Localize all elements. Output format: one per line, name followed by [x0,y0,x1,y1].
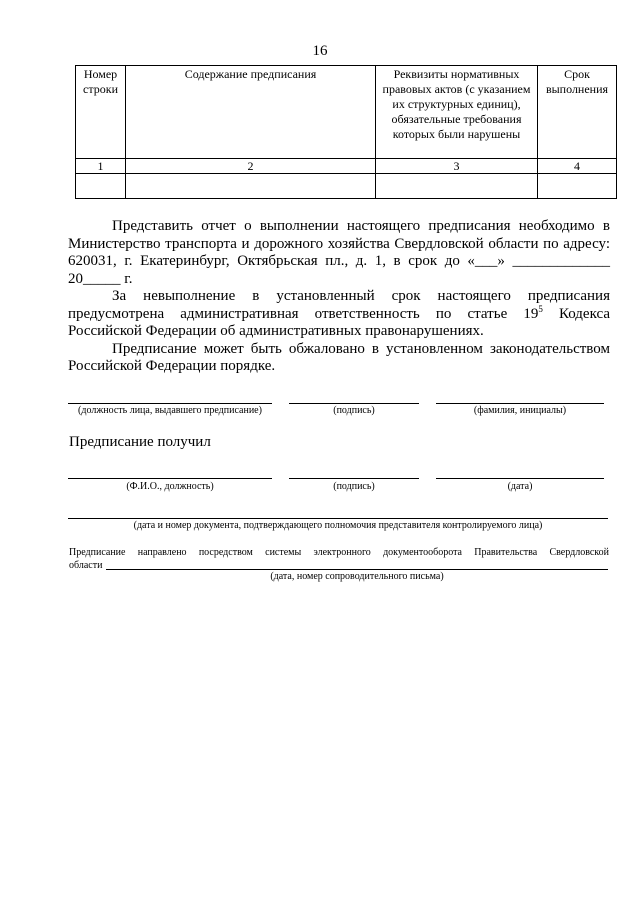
authority-caption: (дата и номер документа, подтверждающего полномочия представителя контролируемого лица) [133,520,543,531]
header-content: Содержание предписания [126,66,376,159]
column-number: 1 [76,159,126,174]
date-line[interactable] [436,478,604,479]
received-title: Предписание получил [69,434,211,450]
fio-line[interactable] [68,478,272,479]
article-superscript: 5 [538,303,543,314]
fio-caption: (Ф.И.О., должность) [126,481,214,492]
date-caption: (дата) [507,481,533,492]
position-line[interactable] [68,403,272,404]
name-caption: (фамилия, инициалы) [473,405,567,416]
sent-text-region: области [69,560,103,571]
receiver-signature-line[interactable] [289,478,419,479]
appeal-paragraph: Предписание может быть обжаловано в установленном законодательством Российской Федерации порядке. [68,340,610,374]
table-cell[interactable] [76,174,126,199]
sent-line[interactable] [106,569,608,570]
page-number: 16 [312,43,328,59]
header-row-number: Номер строки [76,66,126,159]
liability-text-end: Кодекса Российской Федерации об административных правонарушениях. [68,305,611,339]
signature-caption: (подпись) [333,405,375,416]
receiver-signature-caption: (подпись) [333,481,375,492]
header-legal-acts: Реквизиты нормативных правовых актов (с указанием их структурных единиц), обязательные требования которых были нарушены [376,66,538,159]
column-number: 4 [538,159,617,174]
sent-caption: (дата, номер сопроводительного письма) [270,571,444,582]
sent-text: Предписание направлено посредством системы электронного документооборота Правительства Свердловской [69,547,609,558]
column-number: 3 [376,159,538,174]
table-row [76,159,617,174]
report-paragraph: Представить отчет о выполнении настоящего предписания необходимо в Министерство транспорта и дорожного хозяйства Свердловской области по адресу: 620031, г. Екатеринбург, Октябрьская пл., д. 1, в срок до «___» _____________ 20_____ г. [68,218,610,287]
table-cell[interactable] [538,174,617,199]
name-line[interactable] [436,403,604,404]
prescription-table [75,65,617,199]
header-deadline: Срок выполнения [538,66,617,159]
authority-line[interactable] [68,518,608,519]
body-text [68,218,610,376]
position-caption: (должность лица, выдавшего предписание) [78,405,262,416]
table-header-row [76,66,617,159]
table-cell[interactable] [126,174,376,199]
liability-text: За невыполнение в установленный срок настоящего предписания предусмотрена административная ответственность по статье 19 [68,288,610,322]
signature-line[interactable] [289,403,419,404]
liability-paragraph [68,288,610,341]
table-cell[interactable] [376,174,538,199]
table-row [76,174,617,199]
column-number: 2 [126,159,376,174]
